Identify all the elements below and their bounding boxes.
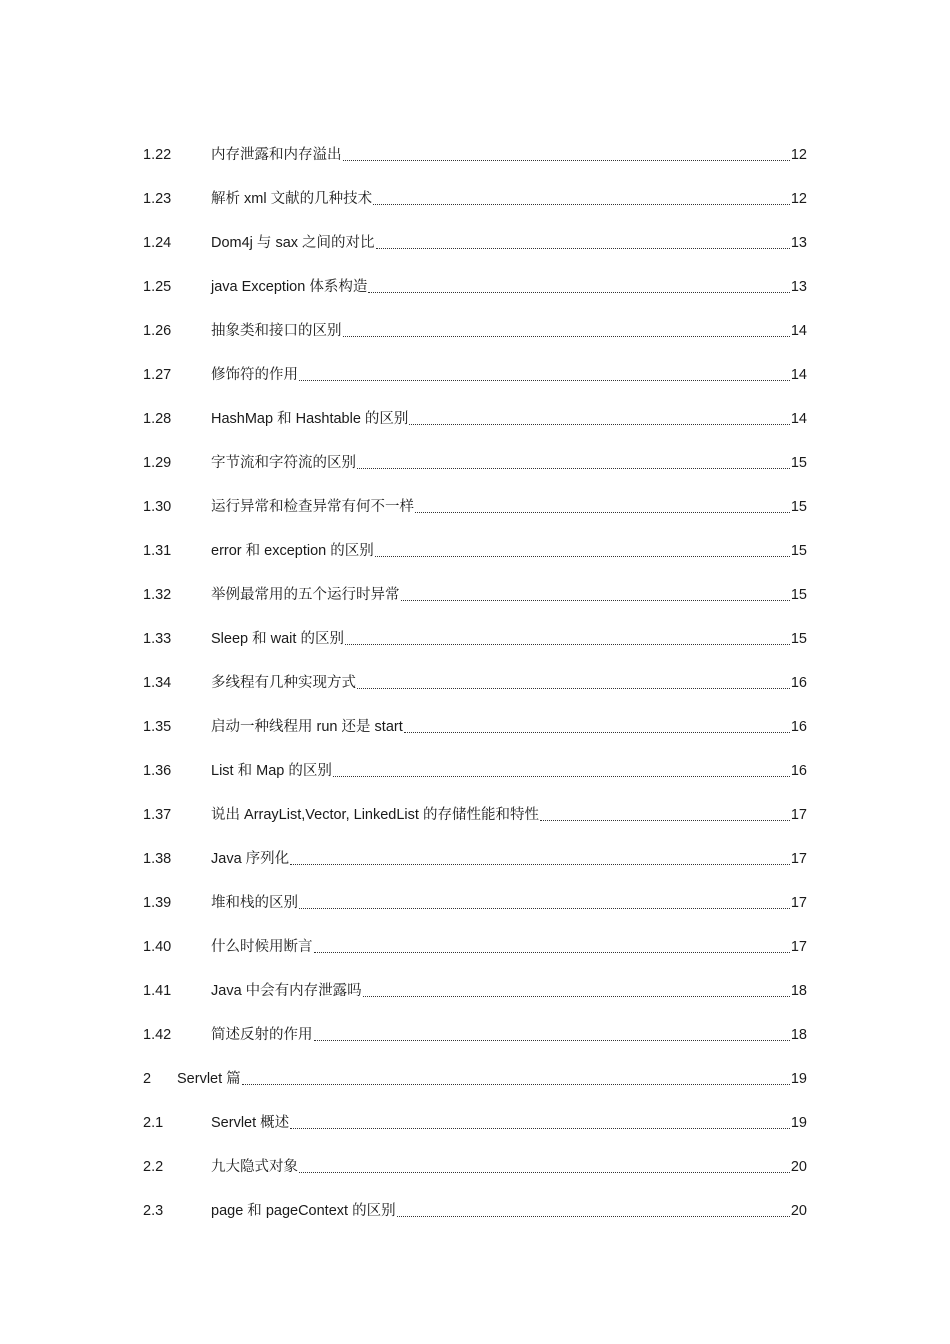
toc-entry-number: 1.30 xyxy=(143,499,172,515)
toc-dot-leader xyxy=(409,423,789,425)
toc-entry-title: HashMap 和 Hashtable 的区别 xyxy=(211,411,409,427)
toc-dot-leader xyxy=(376,247,790,249)
toc-entry-title: 举例最常用的五个运行时异常 xyxy=(211,587,400,603)
toc-dot-leader xyxy=(401,599,790,601)
toc-dot-leader xyxy=(397,1215,790,1217)
toc-entry-number: 1.38 xyxy=(143,851,172,867)
toc-entry-1-36[interactable] xyxy=(143,740,807,784)
toc-entry-1-28[interactable] xyxy=(143,388,807,432)
toc-entry-page: 18 xyxy=(790,1027,807,1043)
toc-entry-page: 19 xyxy=(790,1115,807,1131)
toc-entry-title: 内存泄露和内存溢出 xyxy=(211,147,342,163)
toc-entry-1-39[interactable] xyxy=(143,872,807,916)
toc-entry-page: 14 xyxy=(790,411,807,427)
toc-entry-title: Java 序列化 xyxy=(211,851,290,867)
toc-dot-leader xyxy=(363,995,790,997)
toc-dot-leader xyxy=(299,1171,790,1173)
toc-entry-2-1[interactable] xyxy=(143,1092,807,1136)
toc-entry-number: 1.27 xyxy=(143,367,172,383)
toc-dot-leader xyxy=(299,907,790,909)
toc-entry-title: Servlet 概述 xyxy=(211,1115,290,1131)
toc-entry-page: 20 xyxy=(790,1159,807,1175)
toc-entry-2[interactable] xyxy=(143,1048,807,1092)
toc-entry-1-23[interactable] xyxy=(143,168,807,212)
toc-entry-1-37[interactable] xyxy=(143,784,807,828)
toc-entry-number: 1.33 xyxy=(143,631,172,647)
toc-entry-1-31[interactable] xyxy=(143,520,807,564)
toc-entry-1-33[interactable] xyxy=(143,608,807,652)
toc-entry-page: 15 xyxy=(790,543,807,559)
toc-entry-title: error 和 exception 的区别 xyxy=(211,543,374,559)
toc-entry-number: 1.24 xyxy=(143,235,172,251)
toc-entry-number: 1.40 xyxy=(143,939,172,955)
toc-entry-title: 启动一种线程用 run 还是 start xyxy=(211,719,403,735)
toc-dot-leader xyxy=(368,291,790,293)
toc-entry-title: 什么时候用断言 xyxy=(211,939,313,955)
toc-entry-1-42[interactable] xyxy=(143,1004,807,1048)
toc-entry-title: Dom4j 与 sax 之间的对比 xyxy=(211,235,375,251)
toc-entry-1-22[interactable] xyxy=(143,124,807,168)
toc-entry-page: 17 xyxy=(790,895,807,911)
toc-entry-page: 13 xyxy=(790,279,807,295)
toc-entry-number: 1.22 xyxy=(143,147,172,163)
toc-entry-1-26[interactable] xyxy=(143,300,807,344)
toc-dot-leader xyxy=(357,687,790,689)
toc-entry-1-24[interactable] xyxy=(143,212,807,256)
toc-entry-1-27[interactable] xyxy=(143,344,807,388)
toc-dot-leader xyxy=(242,1083,790,1085)
toc-entry-number: 1.34 xyxy=(143,675,172,691)
toc-entry-number: 1.29 xyxy=(143,455,172,471)
toc-entry-number: 1.36 xyxy=(143,763,172,779)
toc-entry-2-2[interactable] xyxy=(143,1136,807,1180)
toc-dot-leader xyxy=(290,863,790,865)
toc-entry-title: 运行异常和检查异常有何不一样 xyxy=(211,499,414,515)
toc-entry-number: 2.2 xyxy=(143,1159,164,1175)
toc-entry-page: 15 xyxy=(790,499,807,515)
toc-entry-number: 2.3 xyxy=(143,1203,164,1219)
toc-dot-leader xyxy=(299,379,790,381)
toc-entry-1-25[interactable] xyxy=(143,256,807,300)
toc-entry-page: 17 xyxy=(790,851,807,867)
toc-entry-page: 12 xyxy=(790,191,807,207)
toc-entry-2-3[interactable] xyxy=(143,1180,807,1224)
toc-entry-1-38[interactable] xyxy=(143,828,807,872)
toc-entry-title: Sleep 和 wait 的区别 xyxy=(211,631,344,647)
toc-entry-title: 说出 ArrayList,Vector, LinkedList 的存储性能和特性 xyxy=(211,807,539,823)
toc-dot-leader xyxy=(290,1127,790,1129)
toc-entry-page: 15 xyxy=(790,455,807,471)
toc-entry-1-40[interactable] xyxy=(143,916,807,960)
toc-dot-leader xyxy=(343,159,790,161)
toc-entry-title: List 和 Map 的区别 xyxy=(211,763,332,779)
toc-entry-1-34[interactable] xyxy=(143,652,807,696)
toc-dot-leader xyxy=(314,1039,790,1041)
toc-dot-leader xyxy=(375,555,790,557)
toc-entry-1-41[interactable] xyxy=(143,960,807,1004)
toc-entry-title: 抽象类和接口的区别 xyxy=(211,323,342,339)
toc-entry-title: 多线程有几种实现方式 xyxy=(211,675,356,691)
toc-entry-page: 13 xyxy=(790,235,807,251)
toc-entry-page: 17 xyxy=(790,807,807,823)
toc-entry-title: 堆和栈的区别 xyxy=(211,895,298,911)
toc-entry-number: 2.1 xyxy=(143,1115,164,1131)
toc-entry-1-30[interactable] xyxy=(143,476,807,520)
toc-entry-title: Servlet 篇 xyxy=(177,1071,241,1087)
toc-entry-number: 1.28 xyxy=(143,411,172,427)
toc-entry-number: 1.23 xyxy=(143,191,172,207)
toc-entry-1-32[interactable] xyxy=(143,564,807,608)
toc-entry-1-35[interactable] xyxy=(143,696,807,740)
toc-dot-leader xyxy=(357,467,790,469)
toc-entry-page: 19 xyxy=(790,1071,807,1087)
toc-entry-number: 1.39 xyxy=(143,895,172,911)
toc-entry-title: 修饰符的作用 xyxy=(211,367,298,383)
table-of-contents xyxy=(143,124,807,1224)
toc-entry-number: 1.42 xyxy=(143,1027,172,1043)
toc-entry-title: page 和 pageContext 的区别 xyxy=(211,1203,396,1219)
toc-entry-page: 12 xyxy=(790,147,807,163)
toc-dot-leader xyxy=(373,203,790,205)
toc-entry-number: 1.31 xyxy=(143,543,172,559)
toc-dot-leader xyxy=(314,951,790,953)
toc-entry-page: 15 xyxy=(790,587,807,603)
toc-dot-leader xyxy=(404,731,790,733)
toc-entry-page: 20 xyxy=(790,1203,807,1219)
toc-dot-leader xyxy=(540,819,790,821)
toc-entry-page: 16 xyxy=(790,719,807,735)
toc-entry-number: 2 xyxy=(143,1071,152,1087)
toc-entry-page: 16 xyxy=(790,763,807,779)
toc-entry-page: 14 xyxy=(790,323,807,339)
toc-entry-number: 1.32 xyxy=(143,587,172,603)
toc-entry-title: java Exception 体系构造 xyxy=(211,279,368,295)
toc-entry-number: 1.26 xyxy=(143,323,172,339)
toc-entry-title: 九大隐式对象 xyxy=(211,1159,298,1175)
toc-dot-leader xyxy=(343,335,790,337)
toc-entry-number: 1.41 xyxy=(143,983,172,999)
toc-entry-title: Java 中会有内存泄露吗 xyxy=(211,983,362,999)
toc-entry-title: 字节流和字符流的区别 xyxy=(211,455,356,471)
toc-entry-1-29[interactable] xyxy=(143,432,807,476)
toc-entry-page: 17 xyxy=(790,939,807,955)
toc-entry-number: 1.35 xyxy=(143,719,172,735)
toc-entry-page: 14 xyxy=(790,367,807,383)
toc-entry-title: 解析 xml 文献的几种技术 xyxy=(211,191,373,207)
toc-entry-page: 18 xyxy=(790,983,807,999)
toc-dot-leader xyxy=(345,643,790,645)
toc-entry-page: 15 xyxy=(790,631,807,647)
toc-entry-page: 16 xyxy=(790,675,807,691)
toc-entry-number: 1.37 xyxy=(143,807,172,823)
toc-dot-leader xyxy=(333,775,790,777)
toc-dot-leader xyxy=(415,511,790,513)
toc-entry-title: 简述反射的作用 xyxy=(211,1027,313,1043)
toc-entry-number: 1.25 xyxy=(143,279,172,295)
